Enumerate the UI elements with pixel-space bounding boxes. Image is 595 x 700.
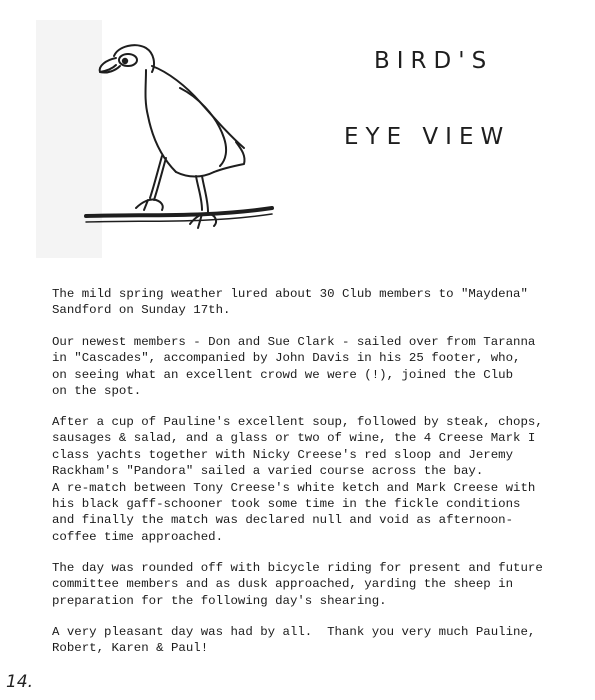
- bird-breast: [146, 70, 177, 172]
- paragraph-intro: The mild spring weather lured about 30 Club members to "Maydena" Sandford on Sunday 17th.: [52, 287, 528, 318]
- bird-leg-right: [196, 176, 202, 210]
- perch-wire: [86, 208, 272, 216]
- heading-eye-view: EYE VIEW: [344, 124, 511, 150]
- paragraph-new-members: Our newest members - Don and Sue Clark - sailed over from Taranna in "Cascades", accompanied by John Davis in his 25 footer, who, on seeing what an excellent crowd we were (!), joined the Club on the spot.: [52, 335, 536, 399]
- paragraph-sailing: After a cup of Pauline's excellent soup, followed by steak, chops, sausages & salad, and a glass or two of wine, the 4 Creese Mark I class yachts together with Nicky Creese's red sloop and Jeremy Rackham's "Pandora" sailed a varied course across the bay. A re-match between Tony Creese's white ketch and Mark Creese with his black gaff-schooner took some time in the fickle conditions and finally the match was declared null and void as afternoon- coffee time approached.: [52, 415, 543, 544]
- bird-illustration: [84, 38, 274, 244]
- heading-birds: BIRD'S: [374, 48, 494, 74]
- bird-back: [152, 66, 244, 148]
- bird-tail: [214, 142, 245, 172]
- paragraph-thanks: A very pleasant day was had by all. Thank you very much Pauline, Robert, Karen & Paul!: [52, 625, 536, 656]
- page-number: 14.: [6, 672, 34, 692]
- bird-foot-left: [136, 199, 163, 210]
- bird-wing: [180, 88, 226, 166]
- paragraph-evening: The day was rounded off with bicycle riding for present and future committee members and as dusk approached, yarding the sheep in preparation for the following day's shearing.: [52, 561, 543, 608]
